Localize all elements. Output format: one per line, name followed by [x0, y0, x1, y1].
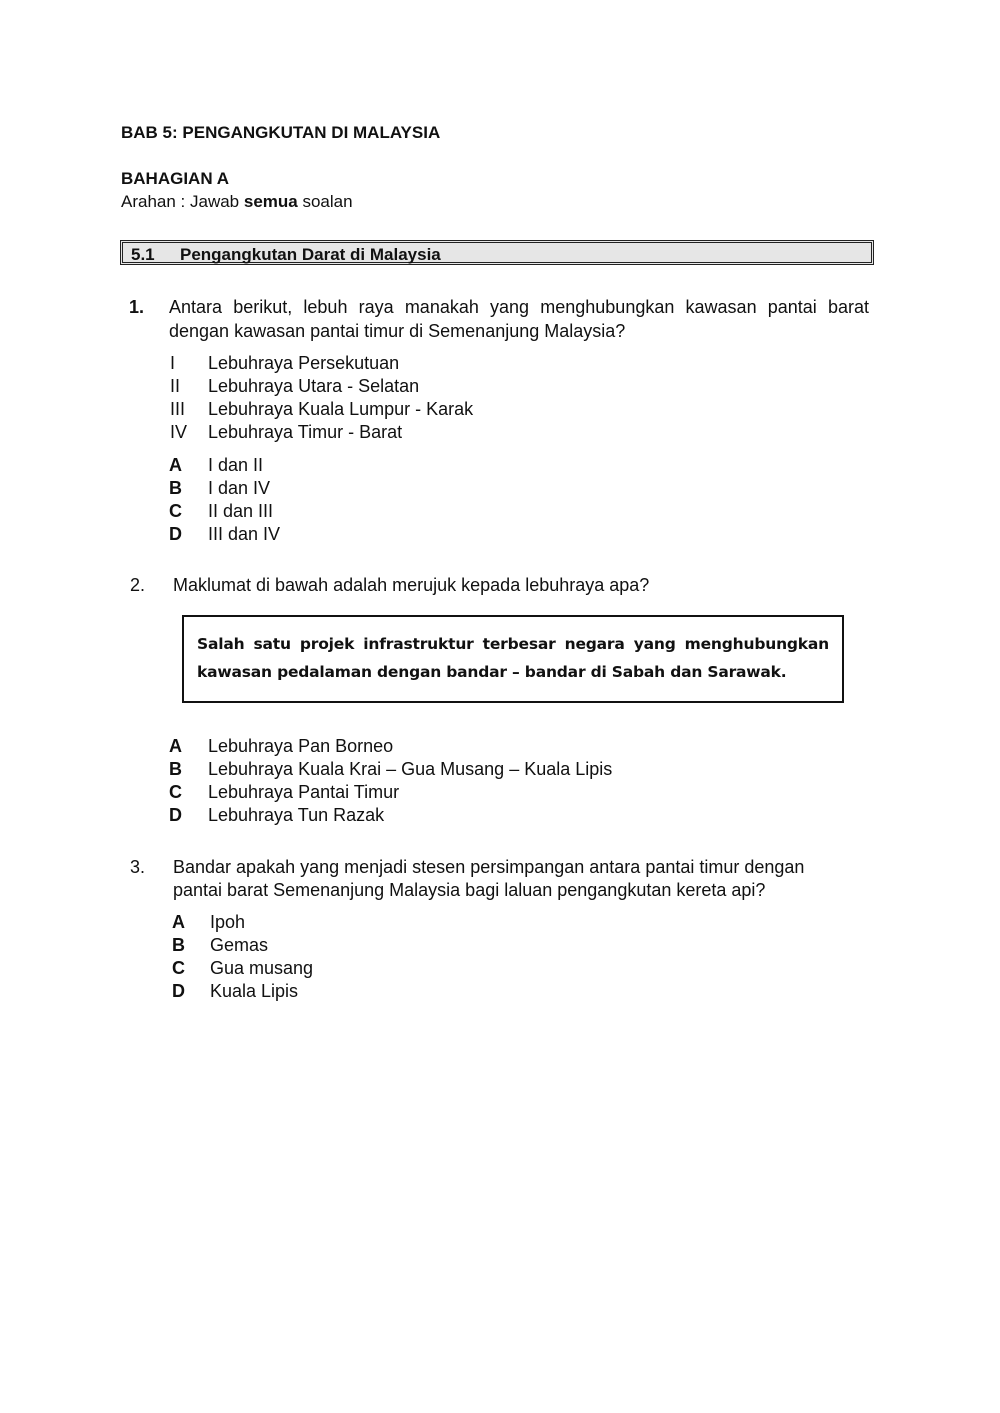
option-a[interactable]: [169, 736, 393, 757]
statement-row: [170, 399, 473, 420]
option-text: Lebuhraya Pan Borneo: [208, 736, 394, 756]
option-a[interactable]: [172, 912, 245, 933]
instruction-prefix: Arahan : Jawab: [121, 192, 244, 211]
instruction-bold: semua: [243, 192, 298, 211]
option-letter: C: [169, 501, 182, 521]
statement-numeral: II: [170, 376, 181, 396]
option-letter: C: [169, 782, 182, 802]
option-c[interactable]: [172, 958, 313, 979]
instruction-suffix: soalan: [297, 192, 353, 211]
question-1-number: 1.: [129, 297, 145, 317]
option-text: Gua musang: [210, 958, 314, 978]
option-letter: D: [169, 805, 182, 825]
statement-text: Lebuhraya Kuala Lumpur - Karak: [208, 399, 474, 419]
section-heading: [120, 240, 874, 265]
option-letter: A: [172, 912, 185, 932]
question-1-text: Antara berikut, lebuh raya manakah yang menghubungkan kawasan pantai barat dengan kawasan pantai timur di Semenanjung Malaysia?: [169, 297, 869, 341]
section-title: Pengangkutan Darat di Malaysia: [180, 245, 441, 264]
option-letter: B: [169, 478, 182, 498]
statement-text: Lebuhraya Utara - Selatan: [208, 376, 420, 396]
option-c[interactable]: [169, 501, 273, 522]
option-b[interactable]: [172, 935, 268, 956]
option-c[interactable]: [169, 782, 399, 803]
chapter-title: BAB 5: PENGANGKUTAN DI MALAYSIA: [121, 123, 441, 142]
option-text: Ipoh: [210, 912, 246, 932]
statement-numeral: IV: [170, 422, 188, 442]
option-letter: A: [169, 736, 182, 756]
info-box: [182, 615, 844, 703]
question-2-number: 2.: [130, 575, 146, 595]
statement-row: [170, 376, 419, 397]
statement-text: Lebuhraya Timur - Barat: [208, 422, 403, 442]
instruction: [121, 192, 353, 212]
option-text: Lebuhraya Kuala Krai – Gua Musang – Kuala Lipis: [208, 759, 613, 779]
option-text: Kuala Lipis: [210, 981, 299, 1001]
option-b[interactable]: [169, 759, 612, 780]
option-letter: B: [172, 935, 185, 955]
option-d[interactable]: [169, 805, 384, 826]
option-letter: A: [169, 455, 182, 475]
option-text: I dan IV: [208, 478, 271, 498]
option-letter: B: [169, 759, 182, 779]
statement-text: Lebuhraya Persekutuan: [208, 353, 400, 373]
question-3-text-line-2: pantai barat Semenanjung Malaysia bagi laluan pengangkutan kereta api?: [173, 880, 766, 900]
statement-row: [170, 422, 402, 443]
option-text: Lebuhraya Tun Razak: [208, 805, 385, 825]
option-b[interactable]: [169, 478, 270, 499]
option-d[interactable]: [172, 981, 298, 1002]
question-3-text-line-1: Bandar apakah yang menjadi stesen persimpangan antara pantai timur dengan: [173, 857, 805, 877]
section-number: 5.1: [131, 245, 155, 264]
option-d[interactable]: [169, 524, 280, 545]
option-letter: D: [169, 524, 182, 544]
option-a[interactable]: [169, 455, 263, 476]
statement-numeral: I: [170, 353, 176, 373]
option-text: III dan IV: [208, 524, 281, 544]
question-3-number: 3.: [130, 857, 146, 877]
option-letter: D: [172, 981, 185, 1001]
info-box-text: Salah satu projek infrastruktur terbesar negara yang menghubungkan kawasan pedalaman dengan bandar – bandar di Sabah dan Sarawak.: [197, 635, 829, 681]
part-title: BAHAGIAN A: [121, 169, 229, 188]
option-text: II dan III: [208, 501, 274, 521]
question-2-text: Maklumat di bawah adalah merujuk kepada lebuhraya apa?: [173, 575, 650, 595]
statement-row: [170, 353, 399, 374]
statement-numeral: III: [170, 399, 186, 419]
option-text: Lebuhraya Pantai Timur: [208, 782, 400, 802]
option-text: Gemas: [210, 935, 269, 955]
option-letter: C: [172, 958, 185, 978]
option-text: I dan II: [208, 455, 264, 475]
